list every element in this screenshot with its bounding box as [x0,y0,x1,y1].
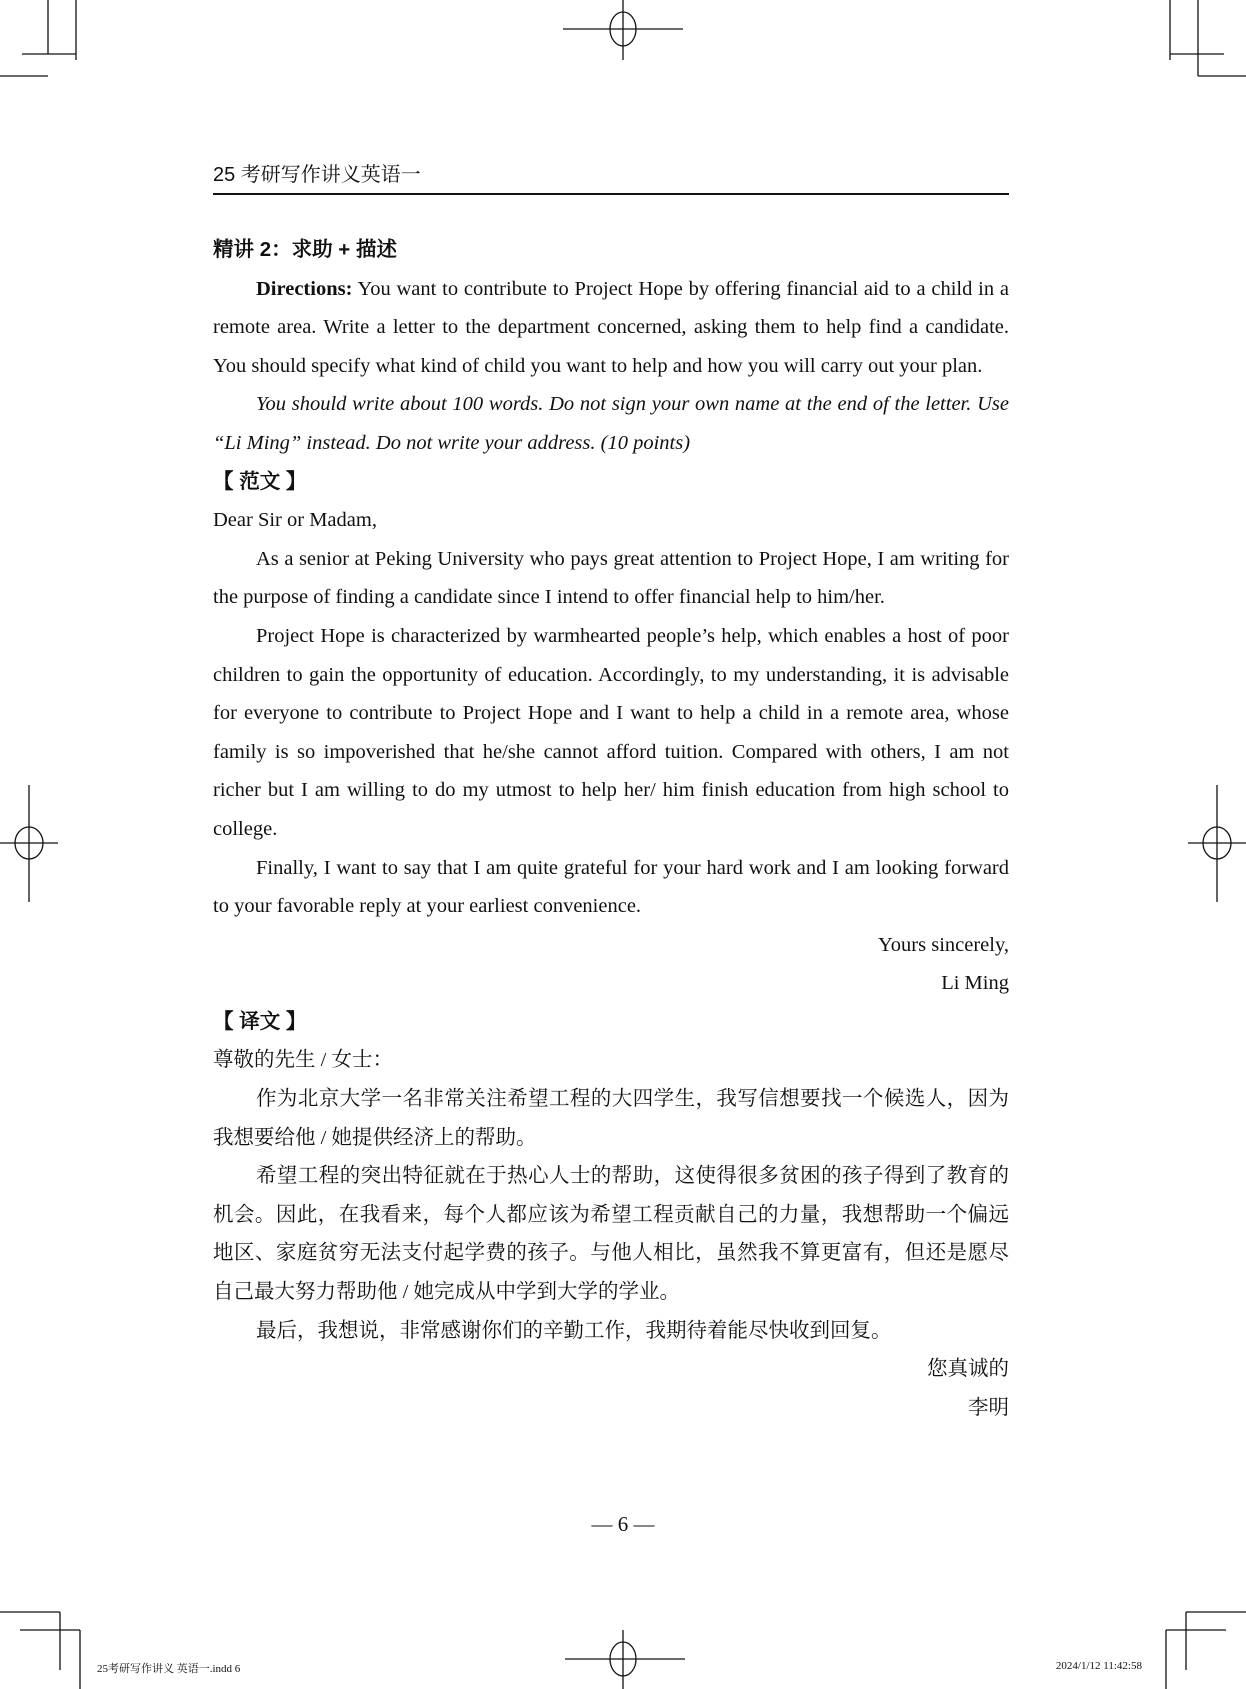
registration-mark-top [563,0,683,60]
directions-text: You want to contribute to Project Hope by offering financial aid to a child in a remote area. Write a letter to the department concerned, asking them to help find a candidate. You should specify what kind of child you want to help and how you will carry out your plan. [213,277,1009,377]
translation-salutation: 尊敬的先生 / 女士： [213,1049,393,1072]
slug-filename: 25考研写作讲义 英语一.indd 6 [97,1663,241,1675]
sample-paragraph-2: Project Hope is characterized by warmhearted people’s help, which enables a host of poor children to gain the opportunity of education. Accordingly, to my understanding, it is advisable for everyone to contribute to Project Hope and I want to help a child in a remote area, whose family is so impoverished that he/she cannot afford tuition. Compared with others, I am not richer but I am willing to do my utmost to help her/ him finish education from high school to college. [213,624,1009,840]
page-number: — 6 — [591,1512,655,1536]
sample-salutation: Dear Sir or Madam, [213,509,377,532]
directions-label: Directions: [256,277,353,300]
directions-note: You should write about 100 words. Do not sign your own name at the end of the letter. Use “Li Ming” instead. Do not write your address. (10 points) [213,393,1009,454]
crop-mark-top-left [0,0,76,76]
translation-paragraph-1: 作为北京大学一名非常关注希望工程的大四学生，我写信想要找一个候选人，因为我想要给他 / 她提供经济上的帮助。 [213,1088,1009,1149]
crop-mark-bottom-left [0,1612,80,1689]
translation-paragraph-2: 希望工程的突出特征就在于热心人士的帮助，这使得很多贫困的孩子得到了教育的机会。因此，在我看来，每个人都应该为希望工程贡献自己的力量，我想帮助一个偏远地区、家庭贫穷无法支付起学费的孩子。与他人相比，虽然我不算更富有，但还是愿尽自己最大努力帮助他 / 她完成从中学到大学的学业。 [213,1165,1009,1304]
sample-signature: Li Ming [941,972,1009,995]
crop-mark-bottom-right [1166,1612,1246,1689]
translation-signature: 李明 [968,1396,1009,1419]
crop-mark-top-right [1170,0,1246,76]
sample-label: 【 范文 】 [213,469,307,493]
translation-paragraph-3: 最后，我想说，非常感谢你们的辛勤工作，我期待着能尽快收到回复。 [256,1319,892,1342]
header-rule [213,193,1009,195]
page-content [213,231,1009,1427]
sample-closing: Yours sincerely, [878,933,1009,956]
directions-paragraph [213,270,1009,386]
translation-closing: 您真诚的 [927,1358,1009,1381]
translation-label: 【 译文 】 [213,1009,307,1033]
running-header: 25 考研写作讲义英语一 [213,164,421,186]
slug-timestamp: 2024/1/12 11:42:58 [1055,1660,1142,1672]
registration-mark-left [0,785,58,902]
sample-paragraph-1: As a senior at Peking University who pays great attention to Project Hope, I am writing for the purpose of finding a candidate since I intend to offer financial help to him/her. [213,547,1009,609]
sample-paragraph-3: Finally, I want to say that I am quite grateful for your hard work and I am looking forward to your favorable reply at your earliest convenience. [213,856,1009,918]
registration-mark-bottom [565,1630,685,1689]
registration-mark-right [1188,785,1246,902]
section-heading: 精讲 2：求助 + 描述 [213,238,397,261]
